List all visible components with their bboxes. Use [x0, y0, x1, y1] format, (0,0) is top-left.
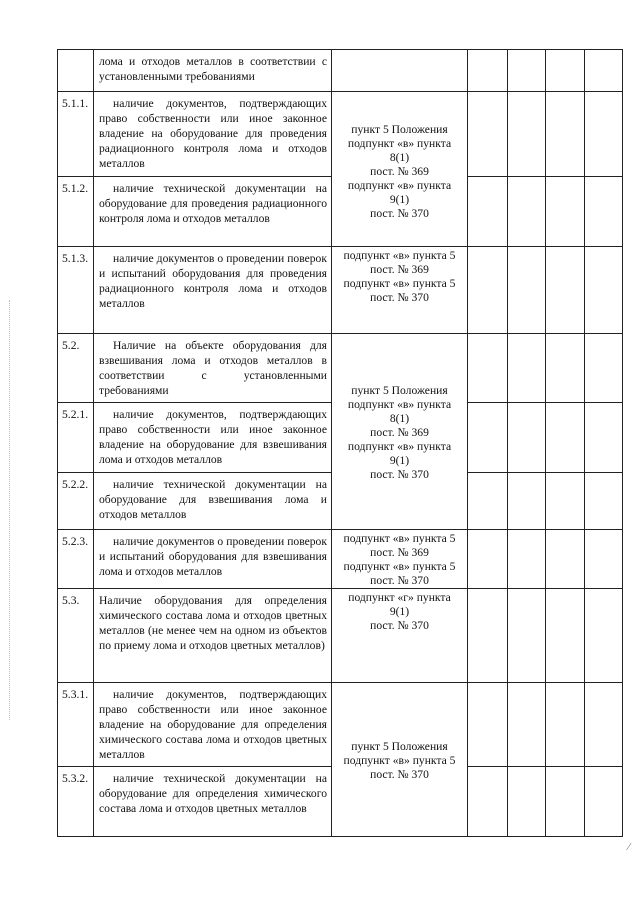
check-cell: [508, 530, 546, 589]
reference-text: подпункт «в» пункта 5 пост. № 369 подпункт «в» пункта 5 пост. № 370: [343, 532, 456, 587]
reference-text: подпункт «г» пункта 9(1) пост. № 370: [348, 591, 451, 632]
reference-text: пункт 5 Положения подпункт «в» пункта 8(1) пост. № 369 подпункт «в» пункта 9(1) пост. № 370: [347, 123, 452, 220]
table-row: [58, 334, 623, 403]
scan-corner-mark: ⁄: [628, 842, 630, 853]
description-text: наличие документов, подтверждающих право собственности или иное законное владение на оборудование для определения химического состава лома и отходов цветных металлов: [99, 688, 327, 761]
row-description: [94, 50, 332, 92]
check-cell: [585, 589, 623, 683]
row-number: [58, 50, 94, 92]
row-number: 5.3.1.: [58, 683, 94, 767]
check-cell: [468, 334, 508, 403]
check-cell: [508, 473, 546, 530]
check-cell: [585, 473, 623, 530]
reference-cell: [332, 92, 468, 247]
table-row: [58, 247, 623, 334]
description-text: лома и отходов металлов в соответствии с установленными требованиями: [99, 55, 327, 83]
table-row: [58, 530, 623, 589]
row-number: 5.1.3.: [58, 247, 94, 334]
reference-text: пункт 5 Положения подпункт «в» пункта 5 пост. № 370: [343, 739, 456, 781]
description-text: наличие технической документации на оборудование для проведения радиационного контроля лома и отходов металлов: [99, 182, 327, 225]
check-cell: [468, 473, 508, 530]
description-text: наличие технической документации на оборудование для взвешивания лома и отходов металлов: [99, 478, 327, 521]
reference-text: подпункт «в» пункта 5 пост. № 369 подпункт «в» пункта 5 пост. № 370: [343, 249, 456, 304]
check-cell: [468, 683, 508, 767]
description-text: наличие документов о проведении поверок и испытаний оборудования для взвешивания лома и отходов металлов: [99, 535, 327, 578]
row-number: 5.1.1.: [58, 92, 94, 177]
row-number: 5.2.2.: [58, 473, 94, 530]
check-cell: [468, 767, 508, 837]
scan-margin-dots: [9, 300, 11, 720]
check-cell: [508, 589, 546, 683]
check-cell: [585, 683, 623, 767]
check-cell: [508, 50, 546, 92]
check-cell: [468, 247, 508, 334]
check-cell: [546, 177, 585, 247]
description-text: Наличие оборудования для определения химического состава лома и отходов цветных металлов (не менее чем на одном из объектов по приему лома и отходов цветных металлов): [99, 594, 327, 652]
check-cell: [468, 50, 508, 92]
check-cell: [546, 589, 585, 683]
row-number: 5.3.2.: [58, 767, 94, 837]
row-description: [94, 589, 332, 683]
check-cell: [508, 177, 546, 247]
check-cell: [585, 334, 623, 403]
reference-cell: [332, 334, 468, 530]
check-cell: [508, 767, 546, 837]
row-description: [94, 177, 332, 247]
table-row: [58, 50, 623, 92]
row-number: 5.2.: [58, 334, 94, 403]
table-row: [58, 589, 623, 683]
row-number: 5.2.1.: [58, 403, 94, 473]
check-cell: [585, 403, 623, 473]
check-cell: [585, 177, 623, 247]
check-cell: [546, 334, 585, 403]
reference-cell: [332, 247, 468, 334]
description-text: наличие документов о проведении поверок и испытаний оборудования для проведения радиационного контроля лома и отходов металлов: [99, 252, 327, 310]
row-description: [94, 767, 332, 837]
check-cell: [585, 530, 623, 589]
description-text: наличие технической документации на оборудование для определения химического состава лома и отходов цветных металлов: [99, 772, 327, 815]
row-description: [94, 683, 332, 767]
check-cell: [546, 530, 585, 589]
check-cell: [468, 177, 508, 247]
row-description: [94, 247, 332, 334]
check-cell: [508, 683, 546, 767]
reference-cell: [332, 589, 468, 683]
description-text: Наличие на объекте оборудования для взвешивания лома и отходов металлов в соответствии с установленными требованиями: [99, 339, 327, 397]
row-description: [94, 530, 332, 589]
row-number: 5.3.: [58, 589, 94, 683]
reference-cell: [332, 530, 468, 589]
row-description: [94, 92, 332, 177]
reference-cell: [332, 683, 468, 837]
check-cell: [468, 589, 508, 683]
reference-text: пункт 5 Положения подпункт «в» пункта 8(1) пост. № 369 подпункт «в» пункта 9(1) пост. № 370: [347, 383, 452, 481]
check-cell: [546, 683, 585, 767]
check-cell: [546, 92, 585, 177]
reference-cell: [332, 50, 468, 92]
row-number: 5.1.2.: [58, 177, 94, 247]
check-cell: [508, 92, 546, 177]
check-cell: [585, 247, 623, 334]
check-cell: [546, 473, 585, 530]
check-cell: [508, 403, 546, 473]
row-description: [94, 334, 332, 403]
check-cell: [546, 767, 585, 837]
row-description: [94, 403, 332, 473]
row-description: [94, 473, 332, 530]
check-cell: [546, 403, 585, 473]
table-row: [58, 92, 623, 177]
table-row: [58, 683, 623, 767]
description-text: наличие документов, подтверждающих право собственности или иное законное владение на оборудование для взвешивания лома и отходов металлов: [99, 408, 327, 466]
requirements-table: [57, 49, 623, 837]
row-number: 5.2.3.: [58, 530, 94, 589]
check-cell: [546, 247, 585, 334]
check-cell: [468, 530, 508, 589]
check-cell: [546, 50, 585, 92]
check-cell: [508, 247, 546, 334]
check-cell: [468, 403, 508, 473]
description-text: наличие документов, подтверждающих право собственности или иное законное владение на оборудование для проведения радиационного контроля лома и отходов металлов: [99, 97, 327, 170]
check-cell: [585, 50, 623, 92]
check-cell: [585, 767, 623, 837]
check-cell: [468, 92, 508, 177]
check-cell: [585, 92, 623, 177]
check-cell: [508, 334, 546, 403]
